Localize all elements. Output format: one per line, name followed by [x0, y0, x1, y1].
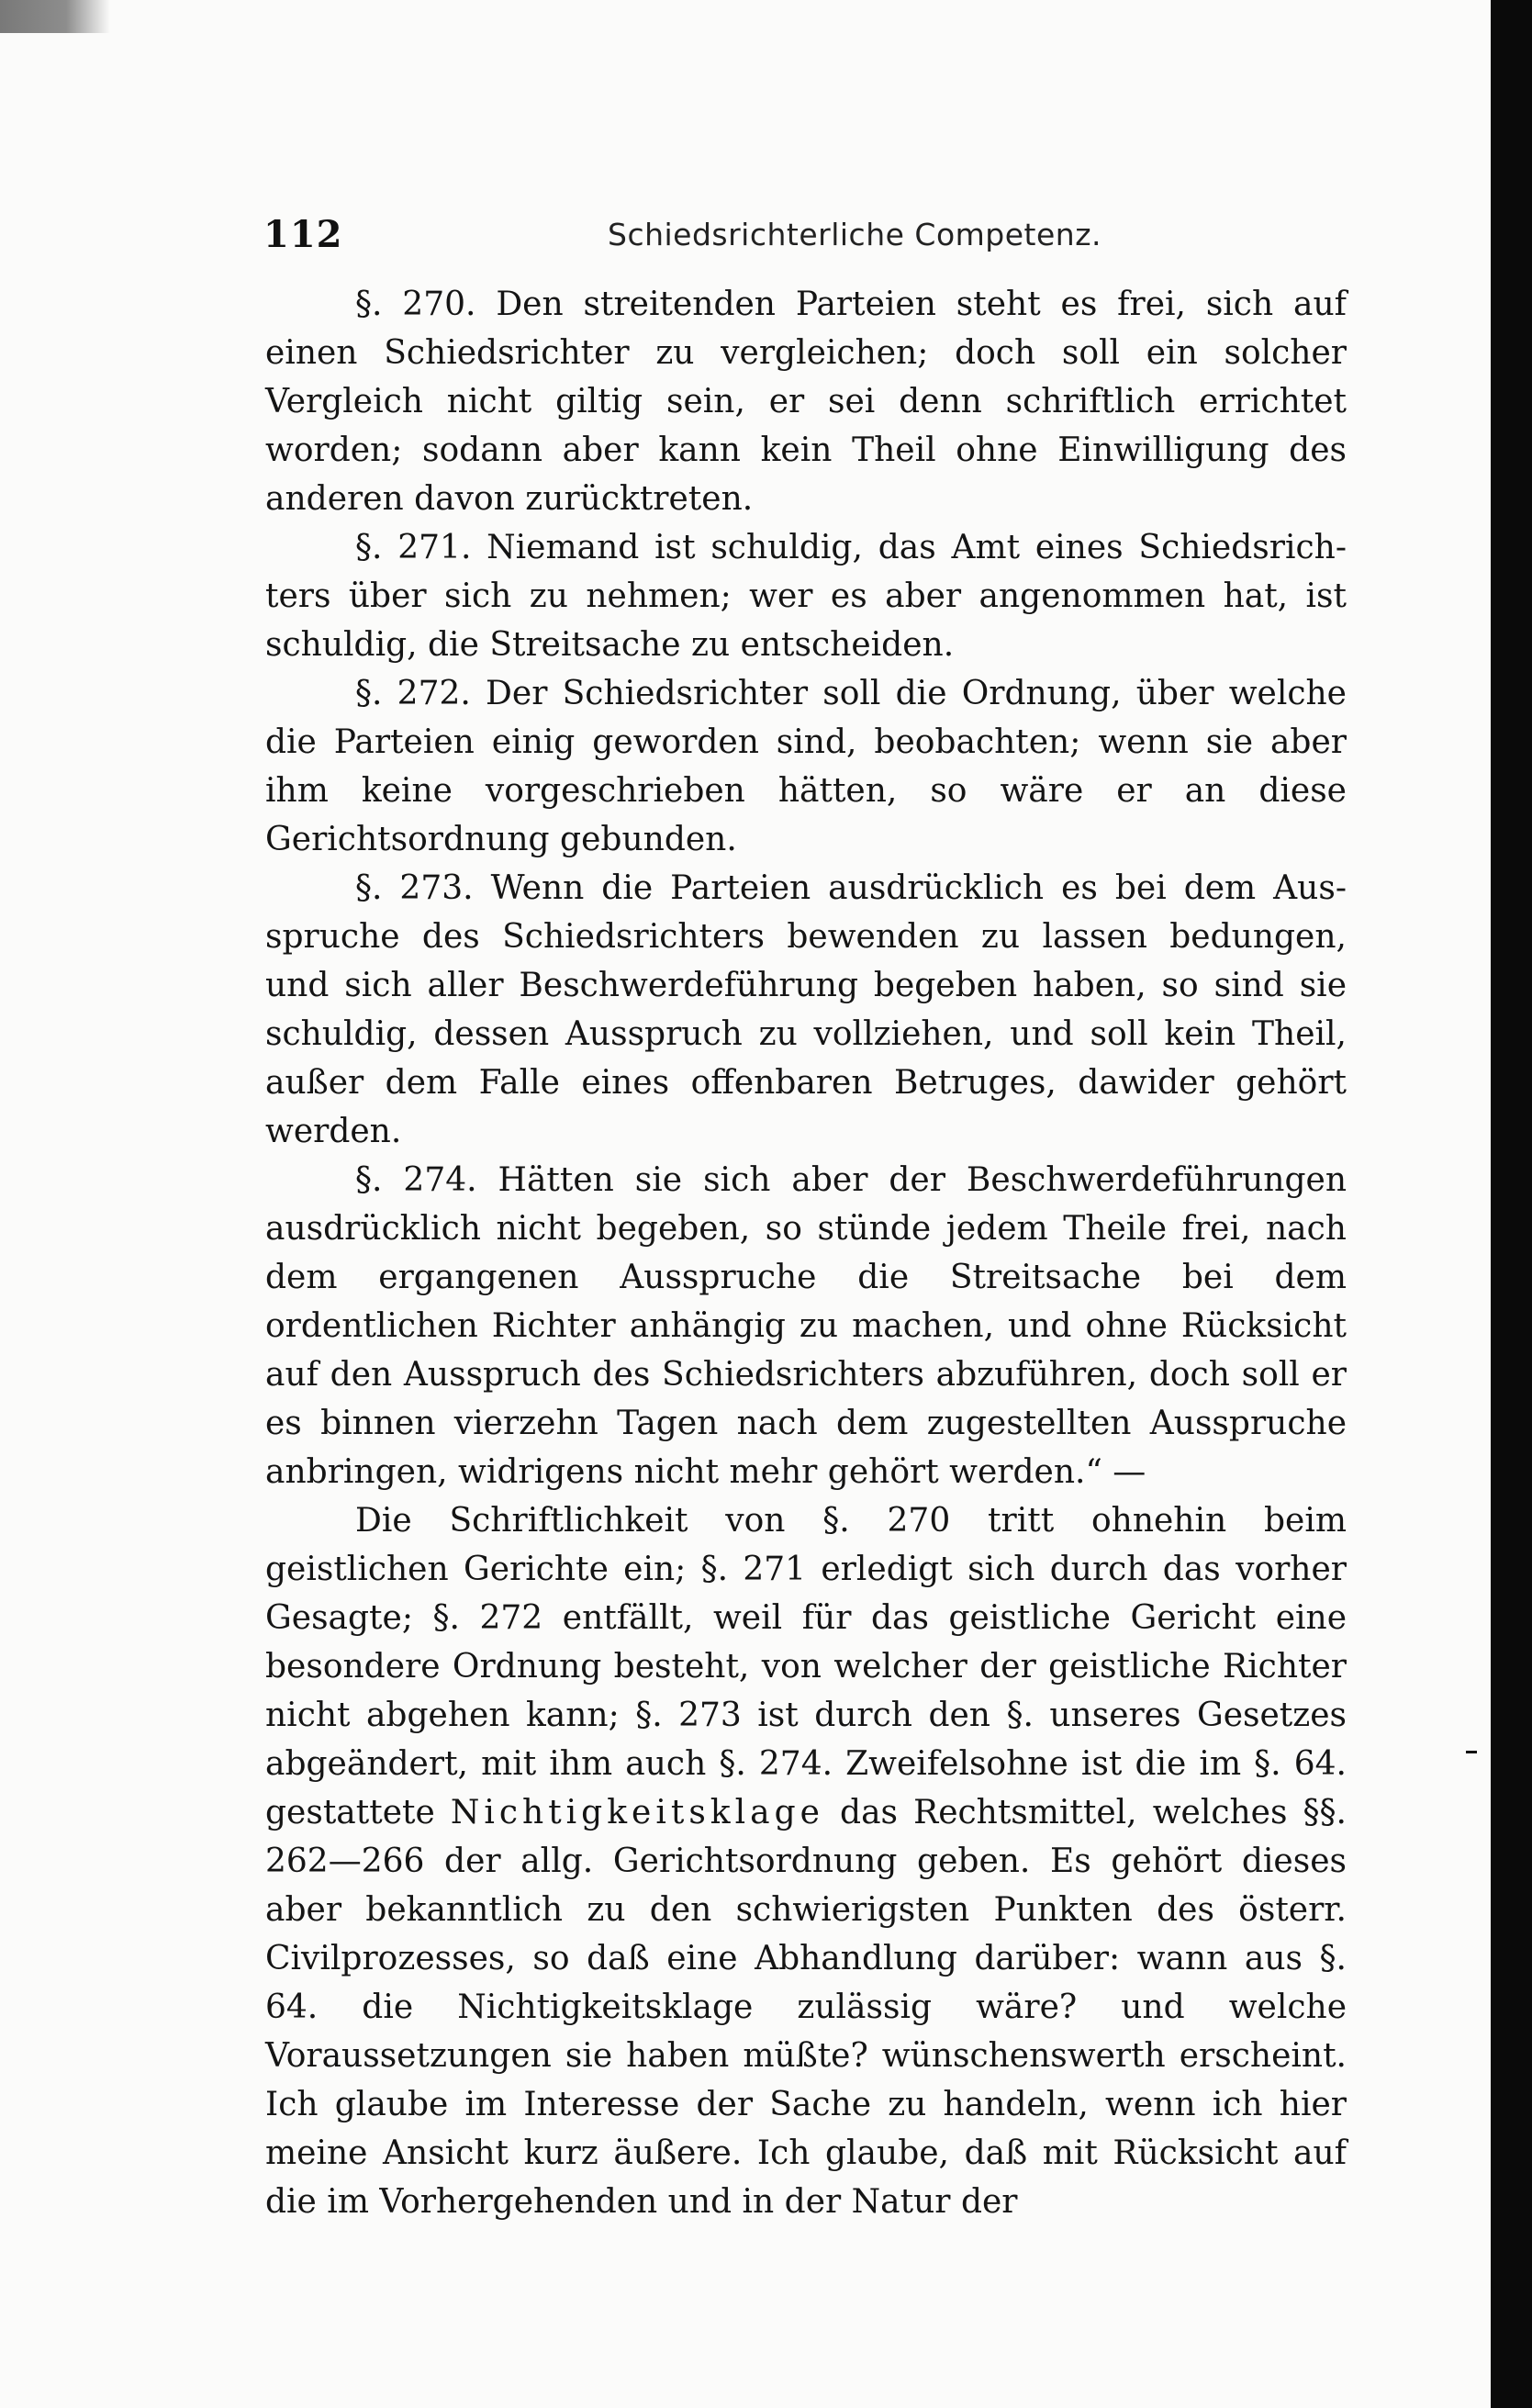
- paragraph-271: §. 271. Niemand ist schuldig, das Amt eines Schiedsrichters über sich zu nehmen; wer es aber angenommen hat, ist schuldig, die Streitsache zu entscheiden.: [265, 529, 1347, 664]
- spaced-term: Nichtigkeitsklage: [450, 1794, 824, 1831]
- paragraph-272: §. 272. Der Schiedsrichter soll die Ordnung, über welche die Parteien einig geworden sind, beobachten; wenn sie aber ihm keine vorgeschrieben hätten, so wäre er an diese Gerichtsordnung gebunden.: [265, 675, 1347, 858]
- scan-border: [1491, 0, 1532, 2408]
- commentary-text-start: Die Schriftlichkeit von §. 270 tritt ohnehin beim geistlichen Gerichte ein; §. 271 erledigt sich durch das vorher Gesagte; §. 272 entfällt, weil für das geistliche Gericht eine besondere Ordnung besteht, von welcher der geistliche Richter nicht abgehen kann; §. 273 ist durch den §. unseres Gesetzes abgeändert, mit ihm auch §. 274. Zweifelsohne ist die im §. 64. gestattete: [265, 1502, 1347, 1831]
- page-number: 112: [263, 213, 343, 256]
- paragraph-274: §. 274. Hätten sie sich aber der Beschwerdeführungen ausdrücklich nicht begeben, so stünde jedem Theile frei, nach dem ergangenen Ausspruche die Streitsache bei dem ordentlichen Richter anhängig zu machen, und ohne Rücksicht auf den Ausspruch des Schiedsrichters abzuführen, doch soll er es binnen vierzehn Tagen nach dem zugestellten Ausspruche anbringen, widrigens nicht mehr gehört werden.“ —: [265, 1161, 1347, 1491]
- paragraph-273: §. 273. Wenn die Parteien ausdrücklich es bei dem Ausspruche des Schiedsrichters bewenden zu lassen bedungen, und sich aller Beschwerdeführung begeben haben, so sind sie schuldig, dessen Ausspruch zu vollziehen, und soll kein Theil, außer dem Falle eines offenbaren Betruges, dawider gehört werden.: [265, 869, 1347, 1150]
- scan-edge-mark: [0, 0, 110, 33]
- paragraph-270: §. 270. Den streitenden Parteien steht es frei, sich auf einen Schiedsrichter zu vergleichen; doch soll ein solcher Vergleich nicht giltig sein, er sei denn schriftlich errichtet worden; sodann aber kann kein Theil ohne Einwilligung des anderen davon zurücktreten.: [265, 286, 1347, 518]
- commentary-text-end: das Rechtsmittel, welches §§. 262—266 der allg. Gerichtsordnung geben. Es gehört dieses aber bekanntlich zu den schwierigsten Punkten des österr. Civilprozesses, so daß eine Abhandlung darüber: wann aus §. 64. die Nichtigkeitsklage zulässig wäre? und welche Voraussetzungen sie haben müßte? wünschenswerth erscheint. Ich glaube im Interesse der Sache zu handeln, wenn ich hier meine Ansicht kurz äußere. Ich glaube, daß mit Rücksicht auf die im Vorhergehenden und in der Natur der: [265, 1794, 1347, 2221]
- running-head: Schiedsrichterliche Competenz.: [608, 217, 1102, 252]
- page-header: [263, 213, 1347, 259]
- paragraph-commentary: [265, 1496, 1347, 2226]
- body-text: [265, 280, 1347, 2226]
- margin-mark: [1466, 1751, 1477, 1753]
